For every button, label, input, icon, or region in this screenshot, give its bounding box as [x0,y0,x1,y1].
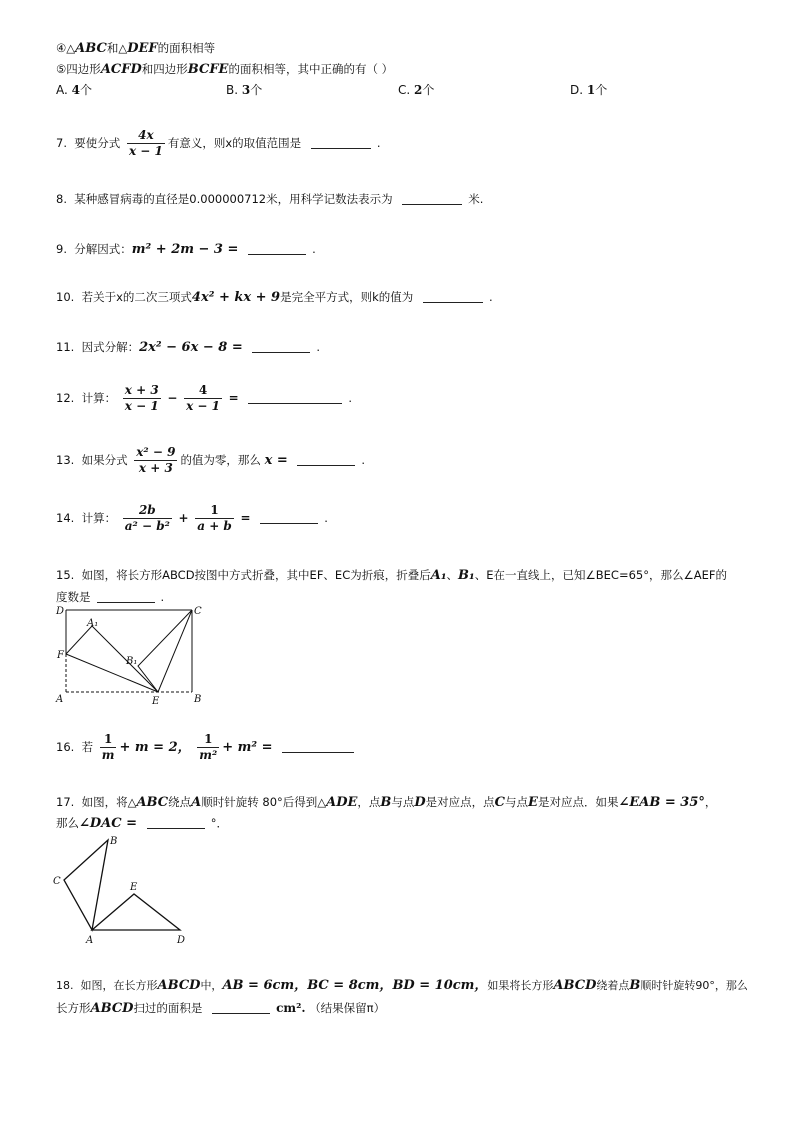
statement-5: ⑤四边形ACFD和四边形BCFE的面积相等，其中正确的有（ ） [56,62,394,77]
label-b1: B₁ [126,656,138,667]
label-e: E [152,696,160,707]
label-d: D [177,935,186,946]
answer-blank[interactable] [311,136,371,149]
label-b: B [110,836,118,847]
label-a: A [56,694,64,705]
question-11: 11. 因式分解：2x² − 6x − 8 = . [56,340,321,355]
rotation-figure [50,830,200,948]
option-b: B. 3个 [226,83,263,97]
label-b: B [194,694,202,705]
question-12: 12. 计算： $\frac{x + 3}{x - 1}$ − $\frac{4}{x - 1}$ = . [56,383,353,413]
question-14: 14. 计算： $\frac{2b}{\text{a² − b²}}$ + $\frac{1}{a + b}$ = . [56,503,328,533]
question-17: 17. 如图，将△ABC绕点A顺时针旋转 80°后得到△ADE，点B与点D是对应点，点C与点E是对应点．如果∠EAB = 35°， [56,795,717,810]
option-c: C. 2个 [398,83,435,97]
answer-blank[interactable] [248,391,342,404]
question-18-line-2: 长方形ABCD扫过的面积是 cm². （结果保留π） [56,1001,386,1016]
question-15-line-2: 度数是 . [56,590,165,604]
answer-blank[interactable] [212,1001,270,1014]
question-18: 18. 如图，在长方形ABCD中，AB = 6cm，BC = 8cm，BD = 10cm，如果将长方形ABCD绕着点B顺时针旋转90°，那么 [56,978,748,993]
answer-blank[interactable] [97,590,155,603]
question-8: 8. 某种感冒病毒的直径是0.000000712米，用科学记数法表示为 米. [56,192,484,206]
answer-blank[interactable] [297,453,355,466]
fraction: $\frac{\text{x² − 9}}{x + 3}$ [136,445,176,475]
fraction: $\frac{1}{m}$ [101,732,115,762]
option-a: A. 4个 [56,83,93,97]
statement-4: ④△ABC和△DEF的面积相等 [56,41,216,56]
label-c: C [53,876,61,887]
label-a1: A₁ [87,618,99,629]
label-a: A [86,935,94,946]
label-d: D [56,606,65,617]
answer-blank[interactable] [423,290,483,303]
fraction: $\frac{x + 3}{x - 1}$ [124,383,159,413]
question-17-line-2: 那么∠DAC = °． [56,816,228,831]
question-7: 7. 要使分式 $\frac{4x}{x - 1}$ 有意义，则x的取值范围是 . [56,128,381,158]
label-c: C [194,606,202,617]
fraction: $\frac{4x}{x - 1}$ [128,128,163,158]
question-15: 15. 如图，将长方形ABCD按图中方式折叠，其中EF、EC为折痕，折叠后A₁、B₁、E在一直线上，已知∠BEC=65°，那么∠AEF的 [56,568,728,583]
answer-blank[interactable] [147,816,205,829]
fraction: $\frac{2b}{\text{a² − b²}}$ [124,503,170,533]
label-e: E [130,882,138,893]
answer-blank[interactable] [260,511,318,524]
label-f: F [57,650,64,661]
answer-blank[interactable] [252,340,310,353]
question-9: 9. 分解因式：m² + 2m − 3 = . [56,242,316,257]
answer-blank[interactable] [402,192,462,205]
option-d: D. 1个 [570,83,608,97]
question-16: 16. 若 $\frac{1}{m}$ + m = 2， $\frac{1}{\text{m²}}$ + m² = [56,732,360,763]
rectangle-fold-figure [50,604,210,708]
question-10: 10. 若关于x的二次三项式4x² + kx + 9是完全平方式，则k的值为 . [56,290,493,305]
answer-blank[interactable] [282,740,354,753]
answer-blank[interactable] [248,242,306,255]
fraction: $\frac{1}{a + b}$ [197,503,232,533]
fraction: $\frac{1}{\text{m²}}$ [199,732,218,762]
fraction: $\frac{4}{x - 1}$ [186,383,220,413]
question-13: 13. 如果分式 $\frac{\text{x² − 9}}{x + 3}$ 的值为零，那么 x = . [56,445,366,475]
